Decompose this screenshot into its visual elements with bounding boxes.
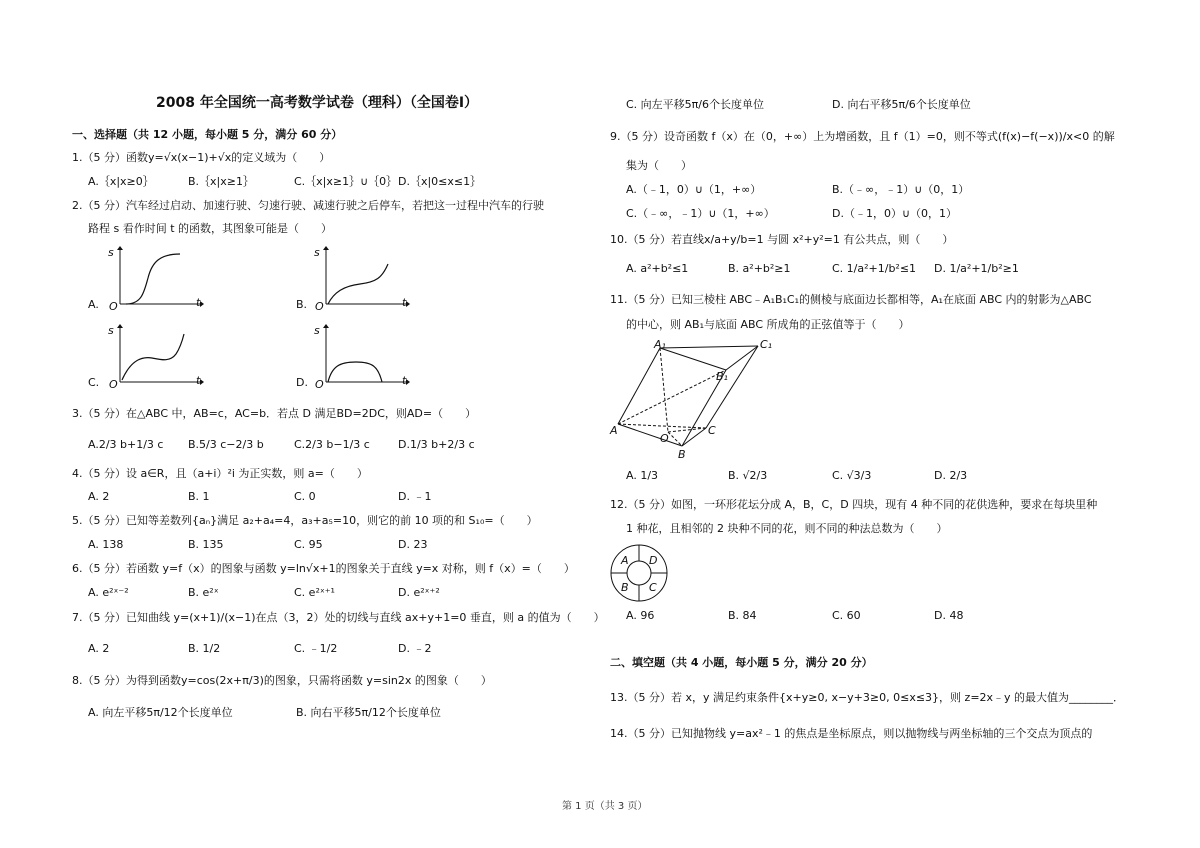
question-2-option-a: A. (88, 298, 99, 311)
prism-label-b: B (678, 448, 686, 461)
question-4-option-a: A. 2 (88, 490, 110, 503)
question-10-option-d: D. 1/a²+1/b²≥1 (934, 262, 1019, 275)
question-2-option-c: C. (88, 376, 100, 389)
question-11-stem-line2: 的中心，则 AB₁与底面 ABC 所成角的正弦值等于（ ） (626, 318, 910, 331)
question-5-option-a: A. 138 (88, 538, 124, 551)
question-1-option-a: A.｛x|x≥0｝ (88, 175, 154, 188)
question-5-option-c: C. 95 (294, 538, 323, 551)
question-1-option-b: B.｛x|x≥1｝ (188, 175, 254, 188)
question-12-stem-line1: 12.（5 分）如图，一环形花坛分成 A，B，C，D 四块，现有 4 种不同的花供选种，要求在每块里种 (610, 498, 1098, 511)
question-2-option-d: D. (296, 376, 308, 389)
question-11-option-c: C. √3/3 (832, 469, 872, 482)
graph-b-origin-label: O (315, 300, 324, 312)
prism-diagram (608, 338, 784, 462)
question-8-stem: 8.（5 分）为得到函数y=cos(2x+π/3)的图象，只需将函数 y=sin2x 的图象（ ） (72, 674, 492, 687)
question-4-option-c: C. 0 (294, 490, 316, 503)
page-title: 2008 年全国统一高考数学试卷（理科）（全国卷Ⅰ） (156, 95, 479, 111)
question-3-option-a: A.2/3 b+1/3 c (88, 438, 164, 451)
question-12-option-b: B. 84 (728, 609, 757, 622)
question-2-option-b: B. (296, 298, 308, 311)
question-10-option-c: C. 1/a²+1/b²≤1 (832, 262, 917, 275)
graph-d-s-label: s (314, 324, 320, 337)
prism-label-b1: B₁ (716, 370, 728, 383)
graph-c-origin-label: O (109, 378, 118, 390)
question-8-option-c: C. 向左平移5π/6个长度单位 (626, 98, 764, 111)
flowerbed-diagram (606, 542, 672, 604)
question-8-option-b: B. 向右平移5π/12个长度单位 (296, 706, 441, 719)
question-7-option-a: A. 2 (88, 642, 110, 655)
question-3-option-b: B.5/3 c−2/3 b (188, 438, 264, 451)
flowerbed-label-c: C (649, 581, 657, 594)
question-9-stem-line2: 集为（ ） (626, 159, 692, 172)
section-heading-choice: 一、选择题（共 12 小题，每小题 5 分，满分 60 分） (72, 128, 343, 141)
question-9-stem-line1: 9.（5 分）设奇函数 f（x）在（0，+∞）上为增函数，且 f（1）=0，则不等式(f(x)−f(−x))/x<0 的解 (610, 130, 1115, 143)
question-7-option-c: C. ﹣1/2 (294, 642, 338, 655)
question-4-option-b: B. 1 (188, 490, 210, 503)
question-5-option-d: D. 23 (398, 538, 428, 551)
question-4-stem: 4.（5 分）设 a∈R，且（a+i）²i 为正实数，则 a=（ ） (72, 467, 368, 480)
graph-b (310, 244, 410, 312)
flowerbed-label-a: A (621, 554, 629, 567)
question-6-option-b: B. e²ˣ (188, 586, 219, 599)
question-1-option-c: C.｛x|x≥1｝∪｛0｝ (294, 175, 398, 188)
question-7-option-d: D. ﹣2 (398, 642, 432, 655)
question-6-stem: 6.（5 分）若函数 y=f（x）的图象与函数 y=ln√x+1的图象关于直线 y=x 对称，则 f（x）=（ ） (72, 562, 575, 575)
graph-a (104, 244, 204, 312)
prism-label-a1: A₁ (654, 338, 666, 351)
graph-a-t-label: t (196, 296, 201, 309)
question-5-stem: 5.（5 分）已知等差数列{aₙ}满足 a₂+a₄=4，a₃+a₅=10，则它的前 10 项的和 S₁₀=（ ） (72, 514, 538, 527)
question-11-stem-line1: 11.（5 分）已知三棱柱 ABC﹣A₁B₁C₁的侧棱与底面边长都相等，A₁在底面 ABC 内的射影为△ABC (610, 293, 1092, 306)
graph-b-t-label: t (402, 296, 407, 309)
question-10-option-a: A. a²+b²≤1 (626, 262, 689, 275)
question-11-option-a: A. 1/3 (626, 469, 659, 482)
question-14-stem: 14.（5 分）已知抛物线 y=ax²﹣1 的焦点是坐标原点，则以抛物线与两坐标轴的三个交点为顶点的 (610, 727, 1093, 740)
graph-d (310, 322, 410, 390)
graph-c-s-label: s (108, 324, 114, 337)
question-7-stem: 7.（5 分）已知曲线 y=(x+1)/(x−1)在点（3，2）处的切线与直线 ax+y+1=0 垂直，则 a 的值为（ ） (72, 611, 605, 624)
question-1-option-d: D.｛x|0≤x≤1｝ (398, 175, 482, 188)
question-1-stem: 1.（5 分）函数y=√x(x−1)+√x的定义域为（ ） (72, 151, 331, 164)
page-footer: 第 1 页（共 3 页） (562, 801, 648, 812)
question-9-option-a: A.（﹣1，0）∪（1，+∞） (626, 183, 762, 196)
question-12-stem-line2: 1 种花，且相邻的 2 块种不同的花，则不同的种法总数为（ ） (626, 522, 948, 535)
question-8-option-a: A. 向左平移5π/12个长度单位 (88, 706, 233, 719)
question-13-stem: 13.（5 分）若 x，y 满足约束条件{x+y≥0, x−y+3≥0, 0≤x≤3}，则 z=2x﹣y 的最大值为________． (610, 691, 1125, 704)
question-9-option-c: C.（﹣∞，﹣1）∪（1，+∞） (626, 207, 775, 220)
question-2-stem-line2: 路程 s 看作时间 t 的函数，其图象可能是（ ） (88, 222, 333, 235)
question-9-option-b: B.（﹣∞，﹣1）∪（0，1） (832, 183, 970, 196)
question-6-option-c: C. e²ˣ⁺¹ (294, 586, 335, 599)
graph-a-s-label: s (108, 246, 114, 259)
question-3-option-c: C.2/3 b−1/3 c (294, 438, 370, 451)
question-10-option-b: B. a²+b²≥1 (728, 262, 791, 275)
question-12-option-d: D. 48 (934, 609, 964, 622)
question-6-option-d: D. e²ˣ⁺² (398, 586, 440, 599)
prism-label-a: A (610, 424, 618, 437)
section-heading-fill: 二、填空题（共 4 小题，每小题 5 分，满分 20 分） (610, 656, 873, 669)
question-10-stem: 10.（5 分）若直线x/a+y/b=1 与圆 x²+y²=1 有公共点，则（ ） (610, 233, 954, 246)
graph-c (104, 322, 204, 390)
prism-label-c: C (708, 424, 716, 437)
question-3-option-d: D.1/3 b+2/3 c (398, 438, 475, 451)
flowerbed-label-b: B (621, 581, 629, 594)
question-7-option-b: B. 1/2 (188, 642, 221, 655)
question-9-option-d: D.（﹣1，0）∪（0，1） (832, 207, 958, 220)
flowerbed-label-d: D (649, 554, 658, 567)
question-12-option-c: C. 60 (832, 609, 861, 622)
question-11-option-d: D. 2/3 (934, 469, 968, 482)
graph-d-origin-label: O (315, 378, 324, 390)
question-8-option-d: D. 向右平移5π/6个长度单位 (832, 98, 971, 111)
question-3-stem: 3.（5 分）在△ABC 中，AB=c，AC=b．若点 D 满足BD=2DC，则AD=（ ） (72, 407, 477, 420)
question-2-stem-line1: 2.（5 分）汽车经过启动、加速行驶、匀速行驶、减速行驶之后停车，若把这一过程中汽车的行驶 (72, 199, 544, 212)
graph-a-origin-label: O (109, 300, 118, 312)
question-5-option-b: B. 135 (188, 538, 224, 551)
question-12-option-a: A. 96 (626, 609, 655, 622)
graph-b-s-label: s (314, 246, 320, 259)
prism-label-o: O (660, 432, 669, 445)
question-4-option-d: D. ﹣1 (398, 490, 432, 503)
question-6-option-a: A. e²ˣ⁻² (88, 586, 129, 599)
question-11-option-b: B. √2/3 (728, 469, 768, 482)
graph-d-t-label: t (402, 374, 407, 387)
graph-c-t-label: t (196, 374, 201, 387)
prism-label-c1: C₁ (760, 338, 773, 351)
